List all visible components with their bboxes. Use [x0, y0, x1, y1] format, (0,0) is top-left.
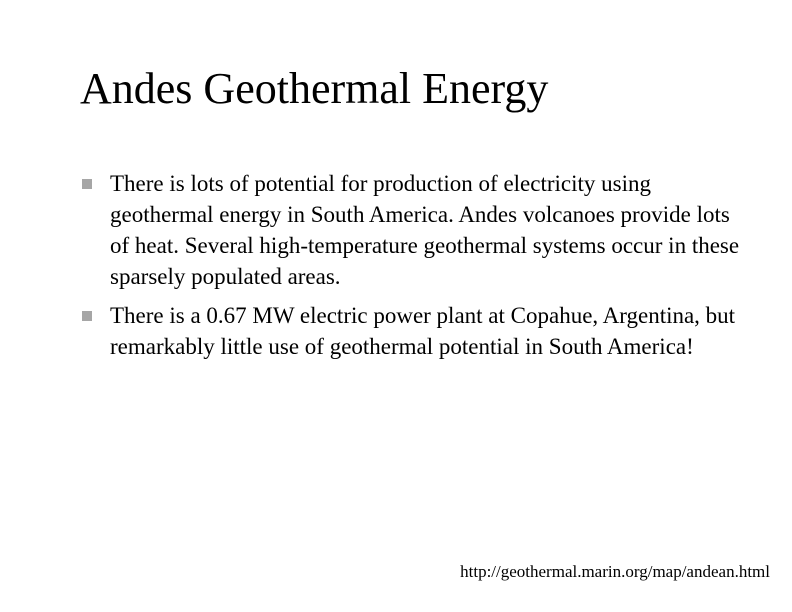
bullet-item [80, 300, 740, 362]
bullet-text: There is a 0.67 MW electric power plant at Copahue, Argentina, but remarkably little use of geothermal potential in South America! [110, 303, 736, 359]
slide-title: Andes Geothermal Energy [80, 64, 549, 113]
bullet-list [80, 168, 740, 370]
square-bullet-icon [82, 179, 92, 189]
square-bullet-icon [82, 311, 92, 321]
source-url: http://geothermal.marin.org/map/andean.html [460, 562, 770, 581]
bullet-text: There is lots of potential for production of electricity using geothermal energy in South America. Andes volcanoes provide lots of heat. Several high-temperature geothermal systems occur in these sparsely populated areas. [110, 171, 740, 289]
bullet-item [80, 168, 740, 292]
